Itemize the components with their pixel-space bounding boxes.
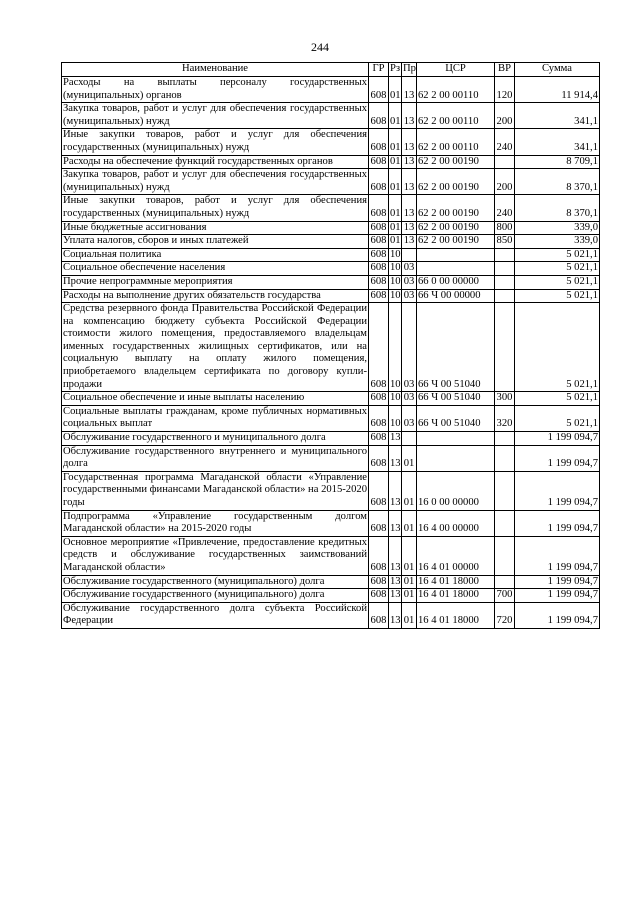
cell-pr: 03 bbox=[402, 303, 417, 392]
cell-sum: 8 370,1 bbox=[515, 195, 600, 221]
cell-csr: 66 Ч 00 51040 bbox=[417, 405, 495, 431]
cell-pr: 13 bbox=[402, 235, 417, 249]
table-row bbox=[62, 589, 600, 603]
cell-csr: 16 4 01 00000 bbox=[417, 536, 495, 575]
cell-pr: 01 bbox=[402, 471, 417, 510]
cell-pr: 13 bbox=[402, 221, 417, 235]
table-row bbox=[62, 536, 600, 575]
table-row bbox=[62, 392, 600, 406]
cell-csr bbox=[417, 445, 495, 471]
cell-pr: 13 bbox=[402, 155, 417, 169]
cell-gr: 608 bbox=[369, 155, 389, 169]
cell-name: Иные закупки товаров, работ и услуг для обеспечения государственных (муниципальных) нужд bbox=[62, 195, 369, 221]
cell-name: Обслуживание государственного (муниципального) долга bbox=[62, 575, 369, 589]
cell-pr: 13 bbox=[402, 129, 417, 155]
cell-sum: 5 021,1 bbox=[515, 289, 600, 303]
cell-rz: 10 bbox=[389, 248, 402, 262]
cell-name: Социальные выплаты гражданам, кроме публичных нормативных социальных выплат bbox=[62, 405, 369, 431]
table-row bbox=[62, 77, 600, 103]
cell-sum: 11 914,4 bbox=[515, 77, 600, 103]
header-name: Наименование bbox=[62, 63, 369, 77]
cell-vr: 200 bbox=[495, 103, 515, 129]
page-number: 244 bbox=[311, 40, 329, 54]
cell-gr: 608 bbox=[369, 289, 389, 303]
cell-name: Иные закупки товаров, работ и услуг для обеспечения государственных (муниципальных) нужд bbox=[62, 129, 369, 155]
cell-rz: 13 bbox=[389, 536, 402, 575]
cell-rz: 01 bbox=[389, 129, 402, 155]
cell-gr: 608 bbox=[369, 248, 389, 262]
cell-rz: 13 bbox=[389, 589, 402, 603]
cell-name: Социальное обеспечение и иные выплаты населению bbox=[62, 392, 369, 406]
cell-sum: 8 709,1 bbox=[515, 155, 600, 169]
cell-csr: 66 Ч 00 00000 bbox=[417, 289, 495, 303]
cell-pr: 01 bbox=[402, 602, 417, 628]
cell-vr bbox=[495, 445, 515, 471]
cell-sum: 1 199 094,7 bbox=[515, 445, 600, 471]
cell-csr: 66 Ч 00 51040 bbox=[417, 392, 495, 406]
header-pr: Пр bbox=[402, 63, 417, 77]
cell-vr: 240 bbox=[495, 129, 515, 155]
cell-rz: 01 bbox=[389, 155, 402, 169]
cell-name: Обслуживание государственного внутреннего и муниципального долга bbox=[62, 445, 369, 471]
cell-sum: 5 021,1 bbox=[515, 262, 600, 276]
cell-vr bbox=[495, 536, 515, 575]
table-row bbox=[62, 602, 600, 628]
cell-vr: 850 bbox=[495, 235, 515, 249]
cell-name: Иные бюджетные ассигнования bbox=[62, 221, 369, 235]
cell-gr: 608 bbox=[369, 536, 389, 575]
cell-vr bbox=[495, 248, 515, 262]
header-sum: Сумма bbox=[515, 63, 600, 77]
cell-gr: 608 bbox=[369, 235, 389, 249]
cell-name: Обслуживание государственного долга субъекта Российской Федерации bbox=[62, 602, 369, 628]
cell-vr: 240 bbox=[495, 195, 515, 221]
cell-vr bbox=[495, 289, 515, 303]
table-row bbox=[62, 169, 600, 195]
cell-vr: 320 bbox=[495, 405, 515, 431]
cell-csr: 16 0 00 00000 bbox=[417, 471, 495, 510]
cell-vr: 120 bbox=[495, 77, 515, 103]
cell-csr bbox=[417, 432, 495, 446]
cell-name: Социальное обеспечение населения bbox=[62, 262, 369, 276]
cell-vr: 700 bbox=[495, 589, 515, 603]
cell-vr: 800 bbox=[495, 221, 515, 235]
cell-rz: 10 bbox=[389, 303, 402, 392]
cell-rz: 10 bbox=[389, 392, 402, 406]
cell-pr: 03 bbox=[402, 289, 417, 303]
cell-csr: 16 4 01 18000 bbox=[417, 602, 495, 628]
cell-name: Основное мероприятие «Привлечение, предоставление кредитных средств и обслуживание государственных заимствований Магаданской области» bbox=[62, 536, 369, 575]
table-row bbox=[62, 405, 600, 431]
cell-pr: 13 bbox=[402, 103, 417, 129]
cell-sum: 1 199 094,7 bbox=[515, 510, 600, 536]
cell-vr bbox=[495, 262, 515, 276]
cell-gr: 608 bbox=[369, 445, 389, 471]
table-row bbox=[62, 221, 600, 235]
cell-vr bbox=[495, 510, 515, 536]
budget-table bbox=[61, 62, 600, 629]
cell-pr: 01 bbox=[402, 589, 417, 603]
cell-pr: 13 bbox=[402, 77, 417, 103]
cell-sum: 5 021,1 bbox=[515, 275, 600, 289]
cell-gr: 608 bbox=[369, 262, 389, 276]
cell-csr: 16 4 00 00000 bbox=[417, 510, 495, 536]
cell-rz: 01 bbox=[389, 235, 402, 249]
cell-vr bbox=[495, 275, 515, 289]
table-row bbox=[62, 155, 600, 169]
cell-csr: 62 2 00 00110 bbox=[417, 129, 495, 155]
cell-csr: 62 2 00 00110 bbox=[417, 103, 495, 129]
table-header-row bbox=[62, 63, 600, 77]
cell-pr: 03 bbox=[402, 392, 417, 406]
table-row bbox=[62, 432, 600, 446]
cell-csr: 62 2 00 00110 bbox=[417, 77, 495, 103]
cell-gr: 608 bbox=[369, 221, 389, 235]
cell-vr bbox=[495, 303, 515, 392]
cell-name: Закупка товаров, работ и услуг для обеспечения государственных (муниципальных) нужд bbox=[62, 169, 369, 195]
cell-csr: 62 2 00 00190 bbox=[417, 221, 495, 235]
cell-name: Расходы на выплаты персоналу государственных (муниципальных) органов bbox=[62, 77, 369, 103]
cell-vr: 300 bbox=[495, 392, 515, 406]
table-row bbox=[62, 471, 600, 510]
cell-csr: 62 2 00 00190 bbox=[417, 235, 495, 249]
cell-rz: 13 bbox=[389, 602, 402, 628]
cell-pr: 03 bbox=[402, 405, 417, 431]
table-row bbox=[62, 275, 600, 289]
cell-sum: 5 021,1 bbox=[515, 248, 600, 262]
cell-csr bbox=[417, 248, 495, 262]
cell-csr: 62 2 00 00190 bbox=[417, 155, 495, 169]
cell-rz: 01 bbox=[389, 195, 402, 221]
cell-gr: 608 bbox=[369, 575, 389, 589]
cell-rz: 13 bbox=[389, 471, 402, 510]
header-rz: Рз bbox=[389, 63, 402, 77]
cell-rz: 01 bbox=[389, 77, 402, 103]
cell-rz: 10 bbox=[389, 275, 402, 289]
cell-gr: 608 bbox=[369, 510, 389, 536]
cell-rz: 13 bbox=[389, 432, 402, 446]
cell-rz: 01 bbox=[389, 169, 402, 195]
cell-sum: 1 199 094,7 bbox=[515, 589, 600, 603]
cell-csr: 16 4 01 18000 bbox=[417, 589, 495, 603]
cell-vr bbox=[495, 471, 515, 510]
cell-csr: 62 2 00 00190 bbox=[417, 169, 495, 195]
cell-rz: 13 bbox=[389, 445, 402, 471]
cell-name: Подпрограмма «Управление государственным долгом Магаданской области» на 2015-2020 годы bbox=[62, 510, 369, 536]
cell-rz: 01 bbox=[389, 103, 402, 129]
cell-sum: 5 021,1 bbox=[515, 405, 600, 431]
cell-name: Обслуживание государственного и муниципального долга bbox=[62, 432, 369, 446]
table-row bbox=[62, 575, 600, 589]
cell-pr: 13 bbox=[402, 195, 417, 221]
cell-name: Средства резервного фонда Правительства Российской Федерации на компенсацию бюджету субъекта Российской Федерации стоимости жилого помещения, предоставляемого владельцам именных государственных жилищных сертификатов, или на социальную выплату на оплату жилого помещения, приобретаемого владельцем сертификата по договору купли-продажи bbox=[62, 303, 369, 392]
cell-gr: 608 bbox=[369, 169, 389, 195]
table-row bbox=[62, 510, 600, 536]
cell-sum: 5 021,1 bbox=[515, 392, 600, 406]
cell-name: Закупка товаров, работ и услуг для обеспечения государственных (муниципальных) нужд bbox=[62, 103, 369, 129]
cell-vr: 720 bbox=[495, 602, 515, 628]
cell-sum: 1 199 094,7 bbox=[515, 432, 600, 446]
cell-sum: 8 370,1 bbox=[515, 169, 600, 195]
table-row bbox=[62, 129, 600, 155]
cell-gr: 608 bbox=[369, 77, 389, 103]
table-row bbox=[62, 289, 600, 303]
cell-sum: 1 199 094,7 bbox=[515, 602, 600, 628]
cell-pr: 01 bbox=[402, 536, 417, 575]
cell-name: Государственная программа Магаданской области «Управление государственными финансами Магаданской области» на 2015-2020 годы bbox=[62, 471, 369, 510]
table-row bbox=[62, 248, 600, 262]
cell-vr: 200 bbox=[495, 169, 515, 195]
table-body bbox=[62, 77, 600, 629]
cell-name: Прочие непрограммные мероприятия bbox=[62, 275, 369, 289]
cell-gr: 608 bbox=[369, 195, 389, 221]
cell-pr: 03 bbox=[402, 275, 417, 289]
cell-name: Уплата налогов, сборов и иных платежей bbox=[62, 235, 369, 249]
cell-gr: 608 bbox=[369, 471, 389, 510]
cell-gr: 608 bbox=[369, 275, 389, 289]
cell-sum: 5 021,1 bbox=[515, 303, 600, 392]
cell-rz: 10 bbox=[389, 289, 402, 303]
cell-gr: 608 bbox=[369, 303, 389, 392]
cell-pr: 01 bbox=[402, 445, 417, 471]
cell-pr bbox=[402, 248, 417, 262]
cell-pr: 01 bbox=[402, 575, 417, 589]
header-gr: ГР bbox=[369, 63, 389, 77]
cell-sum: 339,0 bbox=[515, 235, 600, 249]
cell-pr bbox=[402, 432, 417, 446]
cell-gr: 608 bbox=[369, 405, 389, 431]
cell-name: Расходы на выполнение других обязательств государства bbox=[62, 289, 369, 303]
cell-vr bbox=[495, 432, 515, 446]
cell-sum: 1 199 094,7 bbox=[515, 471, 600, 510]
cell-sum: 1 199 094,7 bbox=[515, 575, 600, 589]
table-row bbox=[62, 303, 600, 392]
cell-rz: 13 bbox=[389, 510, 402, 536]
cell-pr: 03 bbox=[402, 262, 417, 276]
cell-gr: 608 bbox=[369, 432, 389, 446]
cell-csr: 66 Ч 00 51040 bbox=[417, 303, 495, 392]
cell-vr bbox=[495, 155, 515, 169]
cell-gr: 608 bbox=[369, 392, 389, 406]
cell-rz: 10 bbox=[389, 405, 402, 431]
cell-gr: 608 bbox=[369, 602, 389, 628]
cell-pr: 01 bbox=[402, 510, 417, 536]
cell-rz: 01 bbox=[389, 221, 402, 235]
header-vr: ВР bbox=[495, 63, 515, 77]
cell-name: Обслуживание государственного (муниципального) долга bbox=[62, 589, 369, 603]
cell-pr: 13 bbox=[402, 169, 417, 195]
table-row bbox=[62, 103, 600, 129]
cell-rz: 13 bbox=[389, 575, 402, 589]
table-row bbox=[62, 262, 600, 276]
cell-sum: 341,1 bbox=[515, 129, 600, 155]
table-row bbox=[62, 235, 600, 249]
cell-name: Расходы на обеспечение функций государственных органов bbox=[62, 155, 369, 169]
cell-gr: 608 bbox=[369, 589, 389, 603]
cell-csr: 62 2 00 00190 bbox=[417, 195, 495, 221]
cell-sum: 1 199 094,7 bbox=[515, 536, 600, 575]
cell-vr bbox=[495, 575, 515, 589]
cell-csr: 16 4 01 18000 bbox=[417, 575, 495, 589]
cell-sum: 341,1 bbox=[515, 103, 600, 129]
header-csr: ЦСР bbox=[417, 63, 495, 77]
cell-name: Социальная политика bbox=[62, 248, 369, 262]
cell-rz: 10 bbox=[389, 262, 402, 276]
cell-gr: 608 bbox=[369, 103, 389, 129]
table-row bbox=[62, 445, 600, 471]
table-row bbox=[62, 195, 600, 221]
cell-csr: 66 0 00 00000 bbox=[417, 275, 495, 289]
cell-csr bbox=[417, 262, 495, 276]
cell-gr: 608 bbox=[369, 129, 389, 155]
cell-sum: 339,0 bbox=[515, 221, 600, 235]
